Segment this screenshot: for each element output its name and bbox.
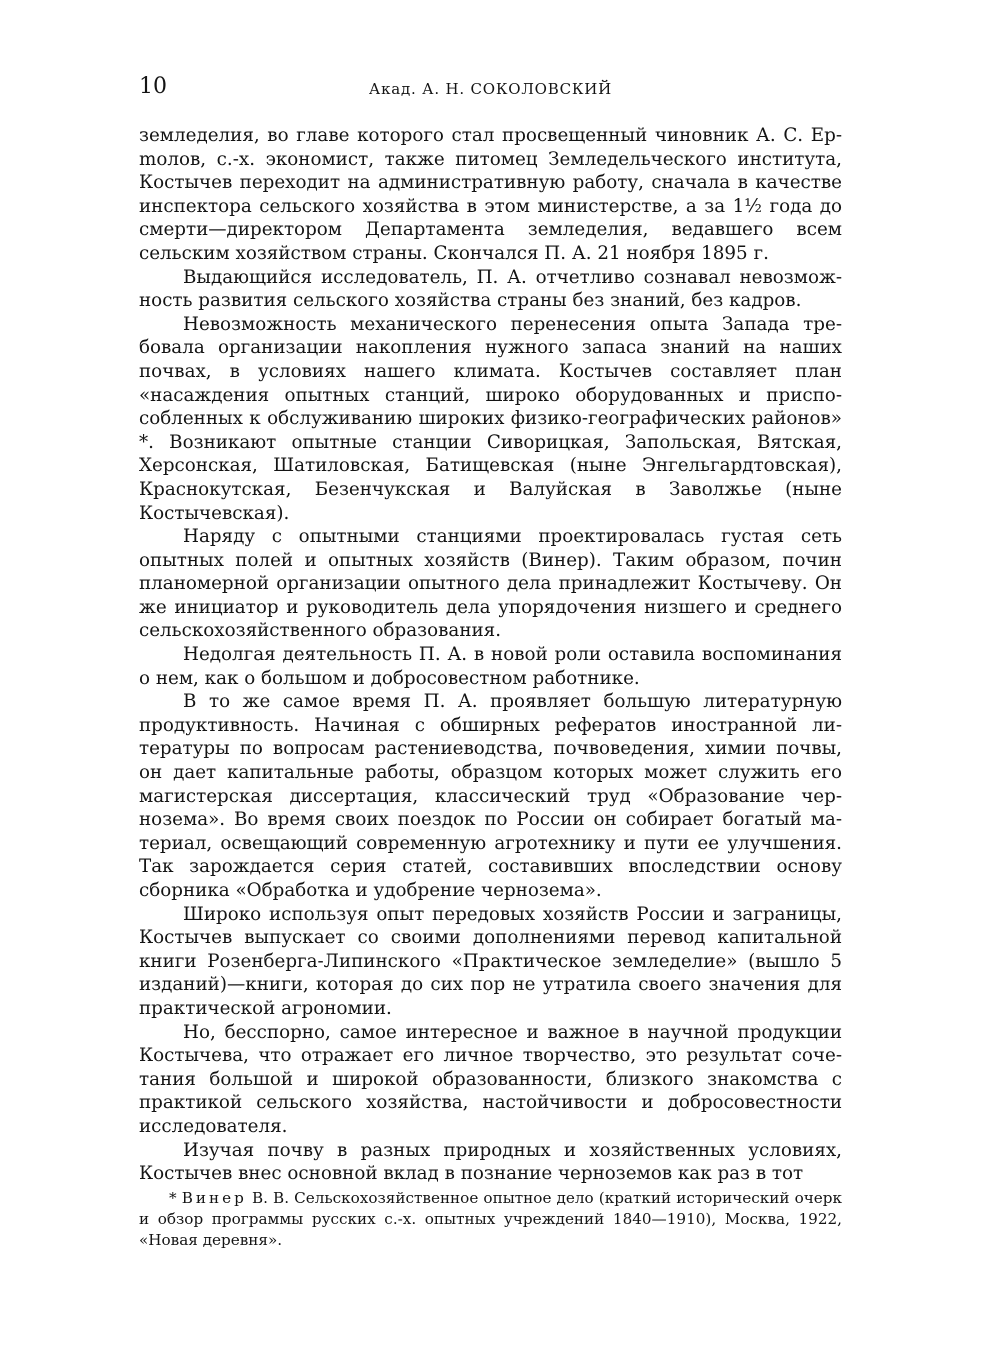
body-text bbox=[139, 124, 842, 1186]
paragraph: Но, бесспорно, самое интересное и важное в научной продукции Костычева, что отражает его личное творчество, это результат сочетания большой и широкой образованности, близкого знакомства с практикой сельского хозяйства, настойчивости и добросовестности исследователя. bbox=[139, 1021, 842, 1137]
footnote-body: В. В. Сельскохозяйственное опытное дело (краткий исторический очерк и обзор программы русских с.-х. опытных учреждений 1840—1910), Москва, 1922, «Новая деревня». bbox=[139, 1189, 843, 1249]
paragraph: Выдающийся исследователь, П. А. отчетливо сознавал невозможность развития сельского хозяйства страны без знаний, без кадров. bbox=[139, 266, 842, 312]
page-header bbox=[139, 72, 842, 102]
footnote-author: Винер bbox=[181, 1189, 247, 1207]
footnote-text bbox=[139, 1188, 842, 1251]
paragraph: Широко используя опыт передовых хозяйств России и заграницы, Костычев выпускает со своими дополнениями перевод капитальной книги Розенберга-Липинского «Практическое земледелие» (вышло 5 изданий)—книги, которая до сих пор не утратила своего значения для практической агрономии. bbox=[139, 903, 842, 1019]
paragraph: Наряду с опытными станциями проектировалась густая сеть опытных полей и опытных хозяйств (Винер). Таким образом, почин планомерной организации опытного дела принадлежит Костычеву. Он же инициатор и руководитель дела упорядочения низшего и среднего сельскохозяйственного образования. bbox=[139, 526, 842, 642]
paragraph: В то же самое время П. А. проявляет большую литературную продуктивность. Начиная с обширных рефератов иностранной литературы по вопросам растениеводства, почвоведения, химии почвы, он дает капитальные работы, образцом которых может служить его магистерская диссертация, классический труд «Образование чернозема». Во время своих поездок по России он собирает богатый материал, освещающий современную агротехнику и пути ее улучшения. Так зарождается серия статей, составивших впоследствии основу сборника «Обработка и удобрение чернозема». bbox=[139, 691, 842, 901]
footnote bbox=[139, 1188, 842, 1251]
paragraph: земледелия, во главе которого стал просвещенный чиновник А. С. Ерmолов, с.-х. экономист, также питомец Земледельческого института, Костычев переходит на административную работу, сначала в качестве инспектора сельского хозяйства в этом министерстве, а за 1½ года до смерти—директором Департамента земледелия, ведавшего всем сельским хозяйством страны. Скончался П. А. 21 ноября 1895 г. bbox=[139, 125, 842, 264]
paragraph: Недолгая деятельность П. А. в новой роли оставила воспоминания о нем, как о большом и добросовестном работнике. bbox=[139, 644, 842, 689]
running-head: Акад. А. Н. СОКОЛОВСКИЙ bbox=[368, 80, 613, 98]
paragraph: Изучая почву в разных природных и хозяйственных условиях, Костычев внес основной вклад в познание черноземов как раз в тот bbox=[139, 1139, 842, 1185]
page-number: 10 bbox=[139, 74, 167, 99]
footnote-marker: * bbox=[169, 1189, 177, 1207]
paragraph: Невозможность механического перенесения опыта Запада требовала организации накопления нужного запаса знаний на наших почвах, в условиях нашего климата. Костычев составляет план «насаждения опытных станций, широко оборудованных и приспособленных к обслуживанию широких физико-географических районов» *. Возникают опытные станции Сиворицкая, Запольская, Вятская, Херсонская, Шатиловская, Батищевская (ныне Энгельгардтовская), Краснокутская, Безенчукская и Валуйская в Заволжье (ныне Костычевская). bbox=[139, 313, 842, 524]
